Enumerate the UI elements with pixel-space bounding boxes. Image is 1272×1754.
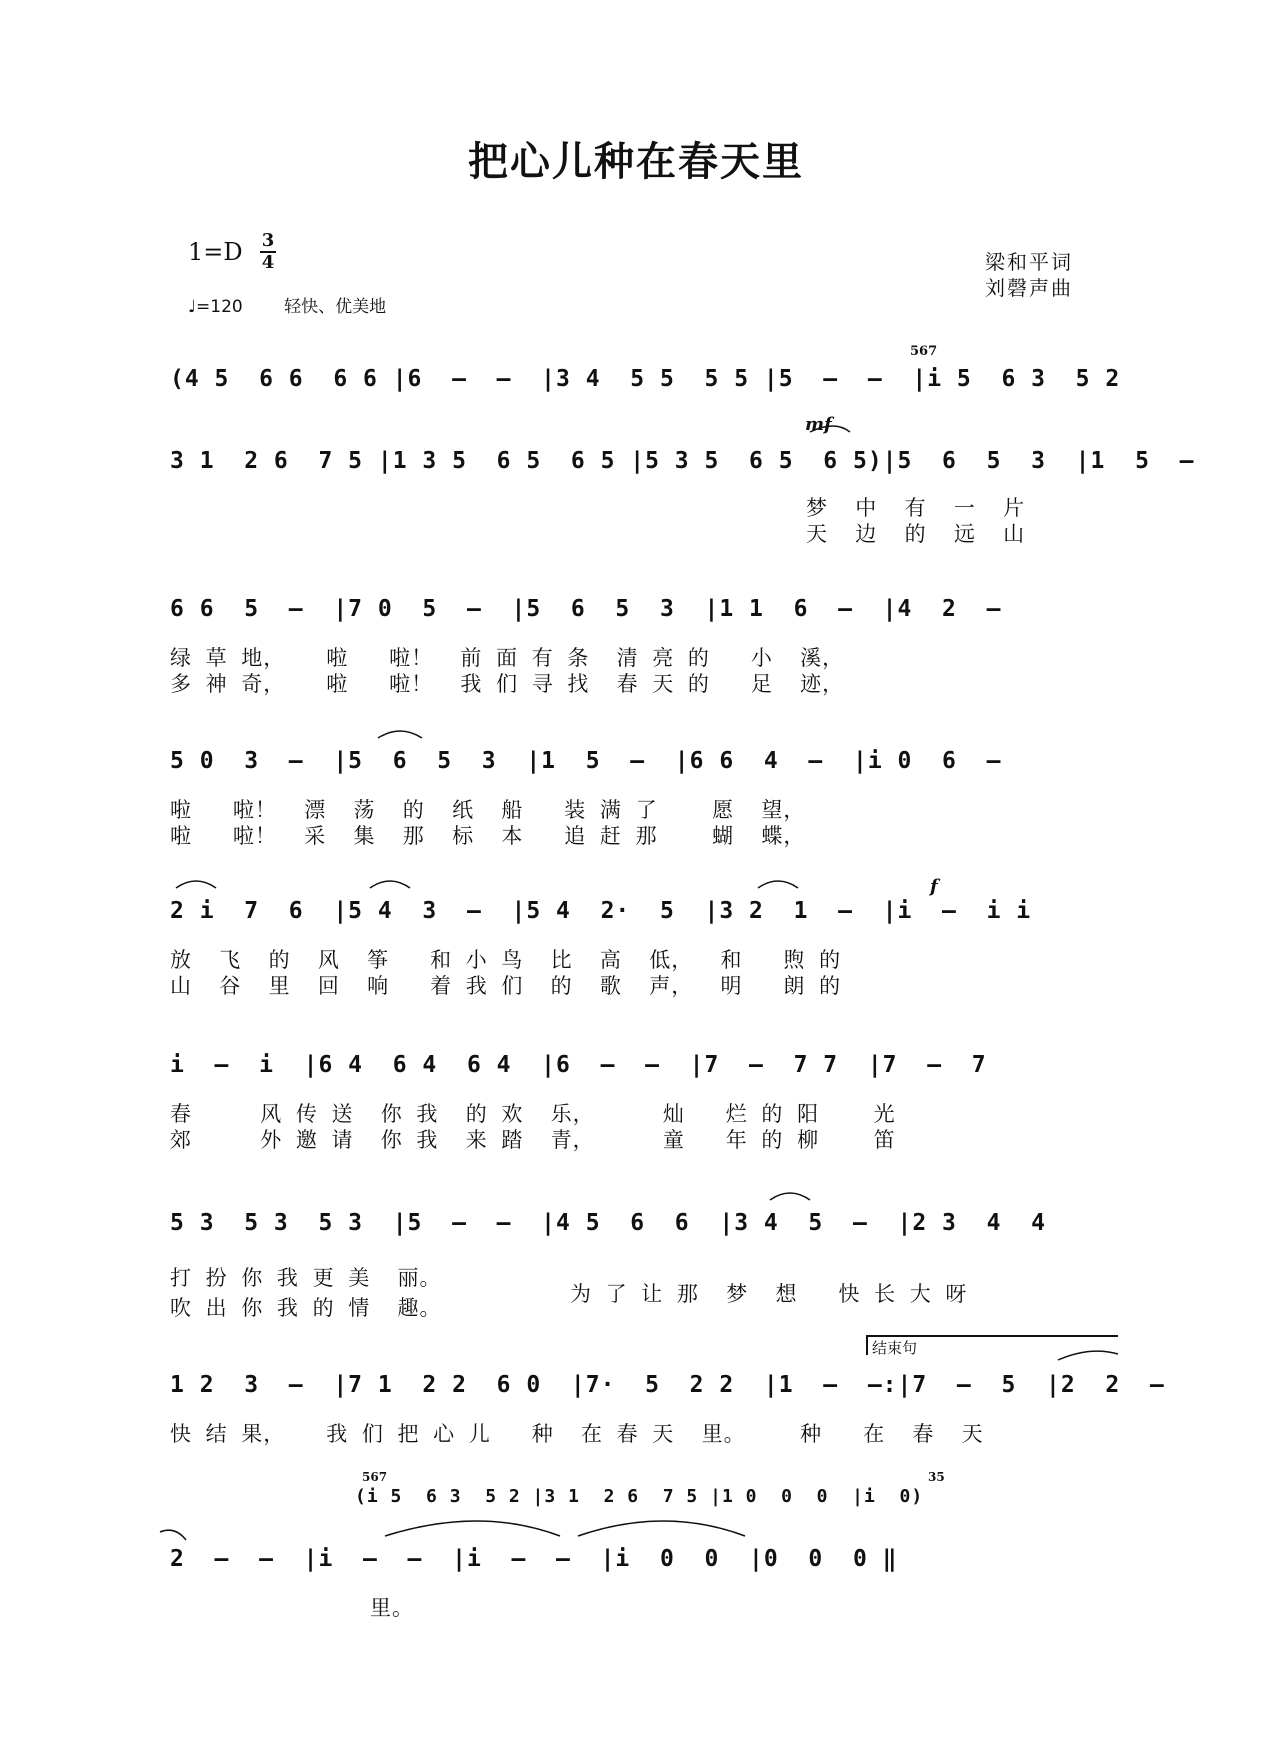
page-title: 把心儿种在春天里 bbox=[468, 139, 804, 185]
notation-row-10: 2 – – |i – – |i – – |i 0 0 |0 0 0 ‖ bbox=[170, 1546, 898, 1572]
slur-mf bbox=[810, 426, 850, 432]
composer-credit: 刘磬声曲 bbox=[985, 276, 1073, 300]
lyric-row-5-verse-2: 山 谷 里 回 响 着 我 们 的 歌 声， 明 朗 的 bbox=[170, 974, 842, 998]
notation-row-3: 6 6 5 – |7 0 5 – |5 6 5 3 |1 1 6 – |4 2 – bbox=[170, 596, 1002, 622]
notation-row-6: i – i |6 4 6 4 6 4 |6 – – |7 – 7 7 |7 – 7 bbox=[170, 1052, 987, 1078]
tie-row10 bbox=[160, 1530, 186, 1540]
slur-row7 bbox=[770, 1193, 810, 1200]
notation-row-2: 3 1 2 6 7 5 |1 3 5 6 5 6 5 |5 3 5 6 5 6 5)|5 6 5 3 |1 5 – bbox=[170, 448, 1195, 474]
lyric-row-5-verse-1: 放 飞 的 风 筝 和 小 鸟 比 高 低， 和 煦 的 bbox=[170, 948, 842, 972]
ending-bracket: 结束句 bbox=[866, 1335, 1118, 1355]
slur-row5-a bbox=[176, 881, 216, 888]
notation-row-7: 5 3 5 3 5 3 |5 – – |4 5 6 6 |3 4 5 – |2 3 4 4 bbox=[170, 1210, 1046, 1236]
grace-notes-2: 567 bbox=[362, 1470, 388, 1484]
tie-row10-b bbox=[578, 1521, 745, 1536]
lyric-row-6-verse-2: 郊 外 邀 请 你 我 来 踏 青， 童 年 的 柳 笛 bbox=[170, 1128, 896, 1152]
key-signature: 1=D bbox=[188, 238, 243, 266]
dynamic-f: f bbox=[930, 876, 938, 897]
notation-row-4: 5 0 3 – |5 6 5 3 |1 5 – |6 6 4 – |i 0 6 – bbox=[170, 748, 1002, 774]
lyric-row-8: 快 结 果， 我 们 把 心 儿 种 在 春 天 里。 种 在 春 天 bbox=[170, 1422, 984, 1446]
dynamic-mf: mf bbox=[805, 414, 832, 435]
lyric-row-10: 里。 bbox=[370, 1596, 414, 1620]
expression-marking: 轻快、优美地 bbox=[284, 297, 387, 317]
lyric-row-3-verse-1: 绿 草 地， 啦 啦！ 前 面 有 条 清 亮 的 小 溪， bbox=[170, 646, 845, 670]
lyric-row-3-verse-2: 多 神 奇， 啦 啦！ 我 们 寻 找 春 天 的 足 迹， bbox=[170, 672, 845, 696]
lyric-row-4-verse-1: 啦 啦！ 漂 荡 的 纸 船 装 满 了 愿 望， bbox=[170, 798, 806, 822]
lyric-row-6-verse-1: 春 风 传 送 你 我 的 欢 乐， 灿 烂 的 阳 光 bbox=[170, 1102, 896, 1126]
slur-row5-c bbox=[758, 881, 798, 888]
slur-row5-b bbox=[370, 881, 410, 888]
slur-row4 bbox=[378, 731, 422, 738]
grace-notes-1: 567 bbox=[910, 344, 938, 359]
tie-row10-a bbox=[385, 1521, 560, 1536]
lyricist-credit: 梁和平词 bbox=[985, 250, 1073, 274]
lyric-row-7-verse-2: 吹 出 你 我 的 情 趣。 bbox=[170, 1296, 442, 1320]
tie-row8 bbox=[1058, 1351, 1118, 1360]
lyric-row-4-verse-2: 啦 啦！ 采 集 那 标 本 追 赶 那 蝴 蝶， bbox=[170, 824, 806, 848]
time-signature-top: 3 bbox=[261, 230, 275, 251]
notation-row-8: 1 2 3 – |7 1 2 2 6 0 |7· 5 2 2 |1 – –:|7 – 5 |2 2 – bbox=[170, 1372, 1165, 1398]
lyric-row-7-verse-1: 打 扮 你 我 更 美 丽。 bbox=[170, 1266, 442, 1290]
time-signature-bottom: 4 bbox=[261, 252, 275, 273]
notation-row-5: 2 i 7 6 |5 4 3 – |5 4 2· 5 |3 2 1 – |i – i i bbox=[170, 898, 1032, 924]
grace-notes-3: 35 bbox=[928, 1470, 945, 1484]
lyric-row-2-verse-1: 梦 中 有 一 片 bbox=[806, 496, 1026, 520]
notation-row-1: (4 5 6 6 6 6 |6 – – |3 4 5 5 5 5 |5 – – |i 5 6 3 5 2 bbox=[170, 366, 1121, 392]
lyric-row-7-refrain: 为 了 让 那 梦 想 快 长 大 呀 bbox=[570, 1282, 968, 1306]
lyric-row-2-verse-2: 天 边 的 远 山 bbox=[806, 522, 1026, 546]
notation-row-9: (i 5 6 3 5 2 |3 1 2 6 7 5 |1 0 0 0 |i 0) bbox=[355, 1486, 924, 1507]
tempo-marking: ♩=120 bbox=[188, 297, 243, 317]
